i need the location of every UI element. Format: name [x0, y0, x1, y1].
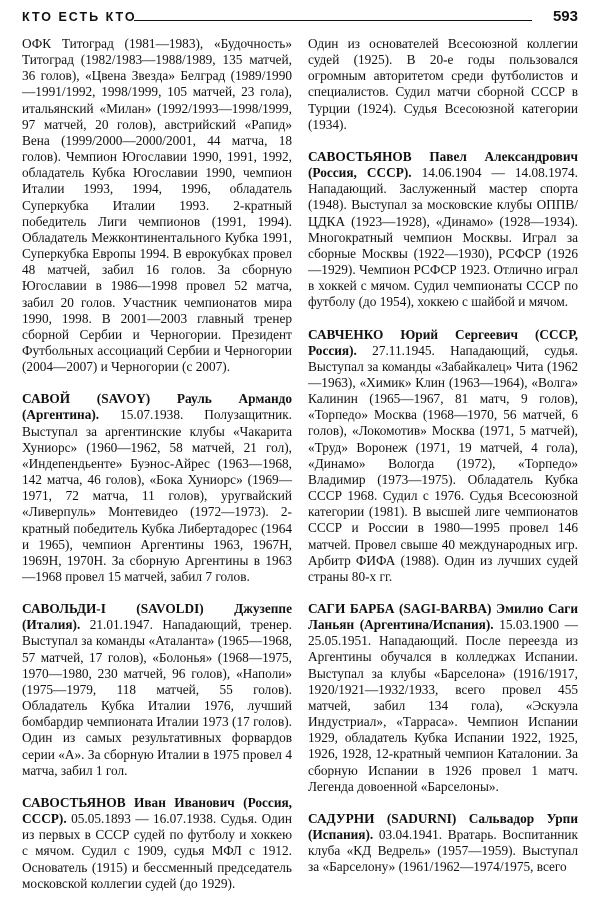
entry-name: САВЧЕНКО Юрий Сергеевич (СССР, Россия).	[308, 326, 578, 358]
entry-text: 14.06.1904 — 14.08.1974. Нападающий. Заслуженный мастер спорта (1948). Выступал за московские клубы ОППВ/ЦДКА (1923—1928), «Динамо» (1928—1934). Многократный чемпион Москвы. Играл за сборные Москвы (1922—1930), РСФСР (1926—1929). Чемпион РСФСР 1923. Отлично играл в хоккей с мячом. Судил чемпионаты СССР по футболу (до 1954), хоккею с шайбой и мячом.	[308, 165, 578, 310]
entry-name: САДУРНИ (SADURNI) Сальвадор Урпи (Испания).	[308, 810, 578, 843]
entry-name: САВОЛЬДИ-I (SAVOLDI) Джузеппе (Италия).	[22, 601, 292, 633]
continued-entry-text: ОФК Титоград (1981—1983), «Будочность» Титоград (1982/1983—1988/1989, 135 матчей, 36 голов), «Цвена Звезда» Белград (1989/1990—1991/1992, 1998/1999, 105 матчей, 23 гола), итальянский «Милан» (1992/1993—1998/1999, 97 матчей, 20 голов), австрийский «Рапид» Вена (1999/2000—2000/2001, 44 матча, 18 голов). Чемпион Югославии 1990, 1991, 1992, обладатель Кубка Югославии 1990, чемпион Италии 1993, 1994, 1996, обладатель Суперкубка Италии 1993. 2-кратный победитель Лиги чемпионов (1991, 1994). Обладатель Межконтинентального Кубка 1991, Суперкубка Европы 1994. В еврокубках провел 48 матчей, забил 16 голов. За сборную Югославии в 1986—1998 провел 52 матча, забил 20 голов. Участник чемпионатов мира 1990, 1998. В 2001—2003 главный тренер сборной Сербии и Черногории. Президент Футбольных ассоциаций Сербии и Черногории (2004—2007) и Черногории (с 2007).	[22, 36, 292, 375]
entry-text: 15.07.1938. Полузащитник. Выступал за аргентинские клубы «Чакарита Хуниорс» (1960—1962, 58 матчей, 21 гол), «Индепендьенте» Буэнос-Айрес (1963—1968, 142 матча, 46 голов), «Бока Хуниорс» (1969—1971, 72 матча, 11 голов), уругвайский «Ливерпуль» Монтевидео (1972—1973). 2-кратный победитель Кубка Либертадорес (1964 и 1965), чемпион Аргентины 1963, 1967Н, 1969Н, 1970Н. За сборную Аргентины в 1963—1968 провел 15 матчей, забил 7 голов.	[22, 407, 292, 584]
left-column	[22, 36, 292, 892]
entry-text: 05.05.1893 — 16.07.1938. Судья. Один из первых в СССР судей по футболу и хоккею с мячом. Судил с 1909, судья МФЛ с 1912. Основатель (1915) и бессменный председатель московской коллегии судей (до 1929).	[22, 811, 293, 891]
entry-savoldi	[22, 601, 292, 779]
header-rule	[134, 20, 532, 21]
entry-savostyanov-ivan	[22, 795, 292, 892]
entry-savostyanov-pavel	[308, 149, 578, 311]
right-column	[308, 36, 578, 876]
continued-entry-text: Один из основателей Всесоюзной коллегии судей (1925). В 20-е годы пользовался огромным авторитетом среди футболистов и специалистов. Судил матчи сборной СССР в Турции (1924). Судья Всесоюзной категории (1934).	[308, 36, 578, 132]
entry-text: 21.01.1947. Нападающий, тренер. Выступал за команды «Аталанта» (1965—1968, 57 матчей, 17 голов), «Болонья» (1968—1975, 1970—1980, 230 матчей, 96 голов), «Наполи» (1975—1979, 118 матчей, 55 голов). Обладатель Кубка Италии 1976, лучший бомбардир чемпионата Италии 1973 (17 голов). Один из самых результативных форвардов серии «А». За сборную Италии в 1975 провел 4 матча, забил 1 гол.	[22, 617, 292, 778]
page-number: 593	[552, 8, 578, 25]
entry-name: САВОСТЬЯНОВ Иван Иванович (Россия, СССР).	[22, 794, 292, 827]
running-header	[22, 8, 578, 28]
entry-text: 03.04.1941. Вратарь. Воспитанник клуба «КД Ведрель» (1957—1959). Выступал за «Барселону» (1961/1962—1974/1975, всего	[308, 827, 578, 875]
entry-savoy	[22, 391, 292, 585]
entry-name: САВОСТЬЯНОВ Павел Александрович (Россия, СССР).	[308, 148, 578, 181]
entry-sagi-barba	[308, 601, 578, 795]
entry-name: САВОЙ (SAVOY) Рауль Армандо (Аргентина).	[22, 391, 292, 423]
section-title: КТО ЕСТЬ КТО	[22, 10, 137, 24]
entry-savchenko	[308, 327, 578, 586]
entry-sadurni	[308, 811, 578, 876]
entry-text: 15.03.1900 — 25.05.1951. Нападающий. После переезда из Аргентины обучался в колледжах Испании. Выступал за клубы «Барселона» (1916/1917, 1920/1921—1932/1933, всего провел 455 матчей, забил 134 гола), «Эскуэла Индустриал», «Тарраса». Чемпион Испании 1929, обладатель Кубка Испании 1922, 1925, 1926, 1928, 12-кратный чемпион Каталонии. За сборную Испании в 1926 провел 1 матч. Легенда довоенной «Барселоны».	[308, 617, 578, 794]
entry-text: 27.11.1945. Нападающий, судья. Выступал за команды «Забайкалец» Чита (1962—1963), «Химик» Клин (1963—1964), «Волга» Калинин (1965—1967, 81 матч, 9 голов), «Торпедо» Москва (1968—1970, 56 матчей, 6 голов), «Локомотив» Москва (1971, 5 матчей), «Труд» Воронеж (1971, 19 матчей, 4 гола), «Динамо» Вологда (1972), «Торпедо» Владимир (1973—1975). Обладатель Кубка СССР 1968. Судил с 1976. Судья Всесоюзной категории (1981). В высшей лиге чемпионатов СССР и России в 1980—1995 провел 146 матчей. Провел свыше 40 международных игр. Арбитр ФИФА (1988). Один из лучших судей страны 80-х гг.	[308, 342, 578, 584]
entry-name: САГИ БАРБА (SAGI-BARBA) Эмилио Саги Ланьян (Аргентина/Испания).	[308, 601, 578, 633]
